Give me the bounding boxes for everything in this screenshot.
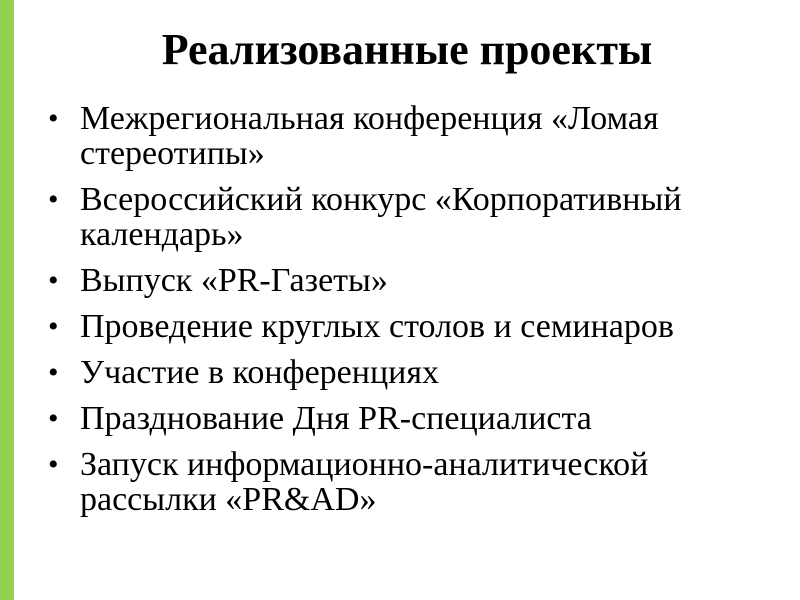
slide-title: Реализованные проекты [161,25,653,74]
list-item [48,263,760,298]
list-item-text: Празднование Дня PR-специалиста [80,400,592,437]
list-item [48,401,760,436]
bullet-marker: • [48,102,59,135]
list-item [48,309,760,344]
list-item-text: Выпуск «PR-Газеты» [80,262,388,299]
list-item-text: Запуск информационно-аналитической рассылки «PR&AD» [80,446,649,518]
list-item-text: Участие в конференциях [80,354,439,391]
list-item [48,182,760,252]
bullet-list [48,101,760,528]
bullet-marker: • [48,310,59,343]
list-item-text: Всероссийский конкурс «Корпоративный календарь» [80,181,682,253]
bullet-marker: • [48,356,59,389]
list-item-text: Межрегиональная конференция «Ломая стереотипы» [80,100,659,172]
accent-bar [0,0,14,600]
list-item [48,355,760,390]
list-item [48,101,760,171]
bullet-marker: • [48,264,59,297]
list-item [48,447,760,517]
bullet-marker: • [48,402,59,435]
bullet-marker: • [48,183,59,216]
bullet-marker: • [48,448,59,481]
list-item-text: Проведение круглых столов и семинаров [80,308,674,345]
